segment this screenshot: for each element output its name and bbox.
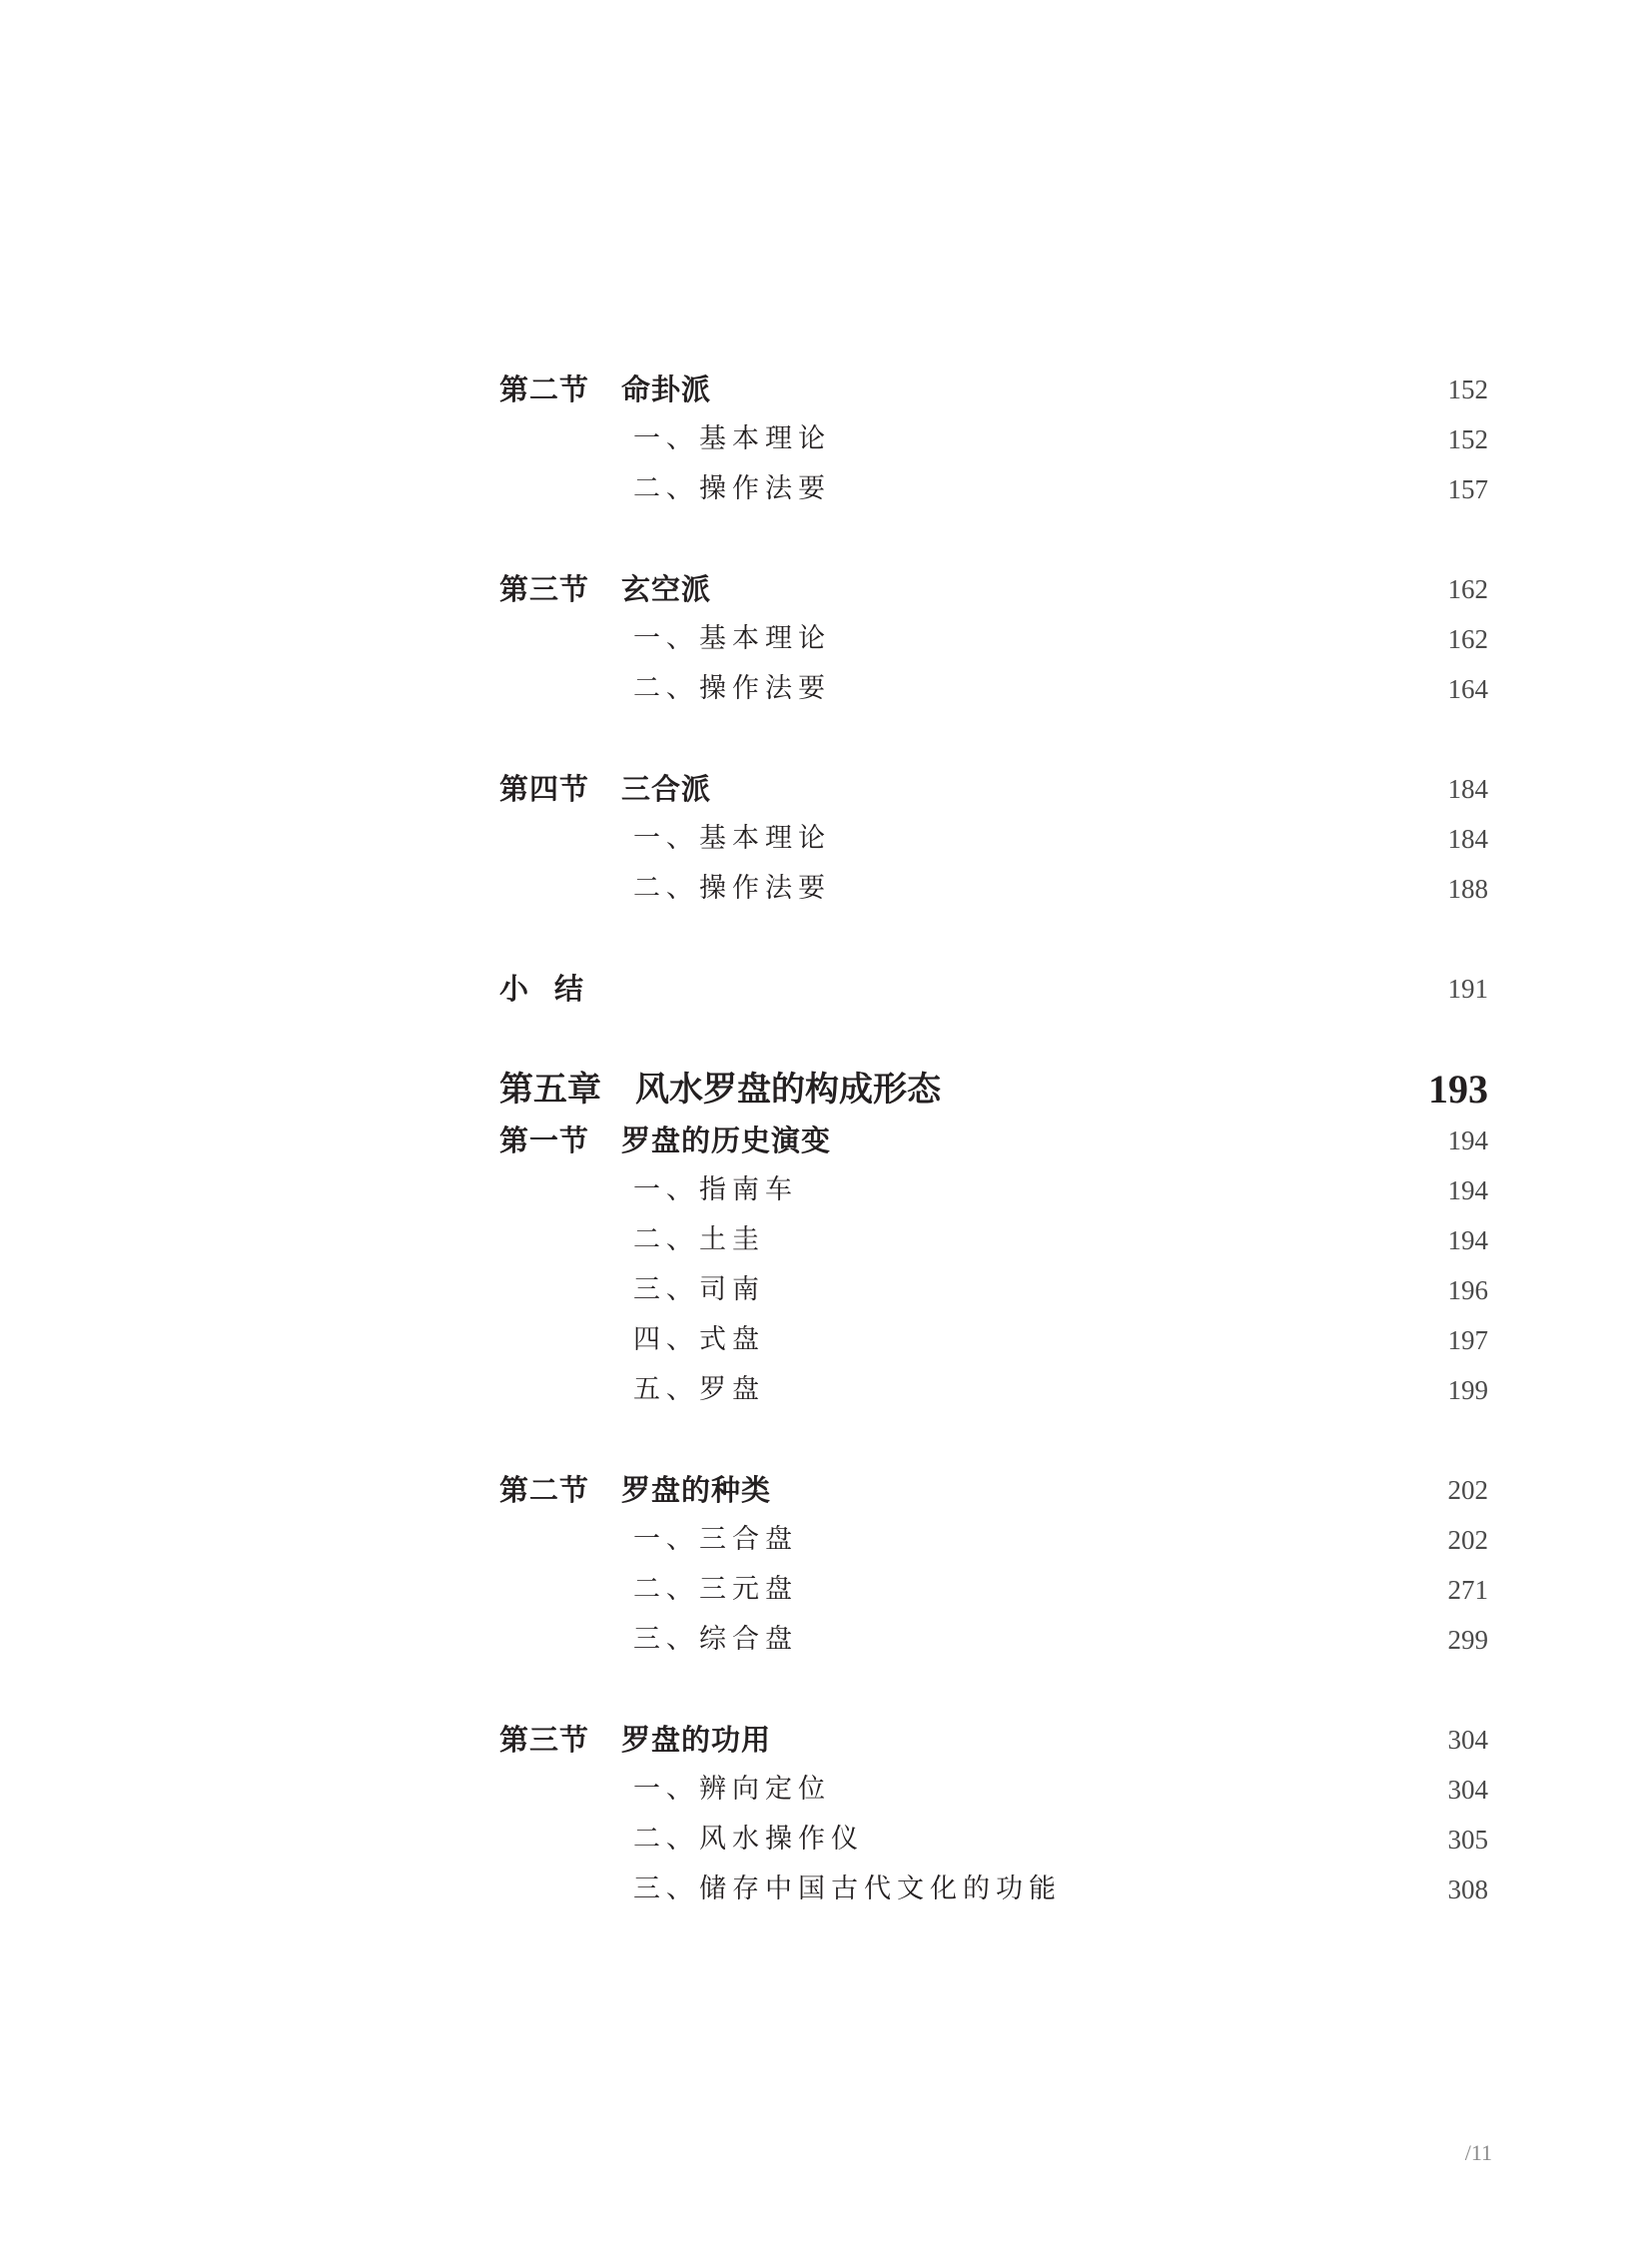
toc-entry[interactable] bbox=[499, 414, 1488, 464]
toc-section-heading[interactable] bbox=[499, 1715, 1488, 1765]
toc-section-heading[interactable] bbox=[499, 764, 1488, 814]
entry-page-number: 308 bbox=[1447, 1874, 1488, 1904]
entry-label: 三、综合盘 bbox=[633, 1624, 798, 1655]
toc-entry[interactable] bbox=[499, 1365, 1488, 1415]
section-name: 罗盘的历史演变 bbox=[621, 1123, 832, 1157]
section-page-number: 152 bbox=[1447, 374, 1488, 404]
toc-entry[interactable] bbox=[499, 1215, 1488, 1265]
entry-page-number: 157 bbox=[1447, 474, 1488, 504]
summary-page-number: 191 bbox=[1447, 974, 1488, 1004]
toc-entry[interactable] bbox=[499, 1765, 1488, 1815]
section-title bbox=[499, 1465, 771, 1515]
toc-summary bbox=[499, 964, 1488, 1014]
entry-label: 二、操作法要 bbox=[633, 473, 831, 504]
toc-section bbox=[499, 564, 1488, 714]
section-name: 命卦派 bbox=[621, 373, 712, 406]
toc-entry[interactable] bbox=[499, 614, 1488, 664]
toc-entry[interactable] bbox=[499, 1865, 1488, 1914]
entry-page-number: 299 bbox=[1447, 1625, 1488, 1655]
chapter-number: 第五章 bbox=[499, 1070, 601, 1110]
section-page-number: 184 bbox=[1447, 774, 1488, 804]
entry-page-number: 184 bbox=[1447, 824, 1488, 854]
entry-page-number: 164 bbox=[1447, 674, 1488, 704]
section-title bbox=[499, 564, 711, 614]
section-name: 玄空派 bbox=[621, 572, 712, 606]
toc-entry[interactable] bbox=[499, 964, 1488, 1014]
entry-page-number: 305 bbox=[1447, 1825, 1488, 1855]
section-page-number: 194 bbox=[1447, 1125, 1488, 1155]
entry-page-number: 304 bbox=[1447, 1775, 1488, 1805]
toc-entry[interactable] bbox=[499, 1815, 1488, 1865]
entry-page-number: 194 bbox=[1447, 1175, 1488, 1205]
entry-label: 二、土圭 bbox=[633, 1224, 765, 1255]
page-folio: /11 bbox=[1464, 2140, 1492, 2165]
entry-page-number: 162 bbox=[1447, 624, 1488, 654]
toc-entry[interactable] bbox=[499, 1315, 1488, 1365]
toc-entry[interactable] bbox=[499, 1615, 1488, 1665]
section-page-number: 304 bbox=[1447, 1725, 1488, 1755]
entry-label: 二、操作法要 bbox=[633, 873, 831, 904]
entry-label: 二、风水操作仪 bbox=[633, 1824, 864, 1855]
toc-section-heading[interactable] bbox=[499, 365, 1488, 414]
entry-page-number: 152 bbox=[1447, 424, 1488, 454]
table-of-contents bbox=[499, 365, 1488, 1964]
section-page-number: 202 bbox=[1447, 1475, 1488, 1505]
summary-label: 小结 bbox=[499, 972, 610, 1006]
toc-section bbox=[499, 764, 1488, 914]
toc-section-heading[interactable] bbox=[499, 1116, 1488, 1165]
toc-part-1 bbox=[499, 365, 1488, 914]
entry-label: 一、辨向定位 bbox=[633, 1774, 831, 1805]
toc-entry[interactable] bbox=[499, 1165, 1488, 1215]
section-title bbox=[499, 1715, 771, 1765]
entry-label: 三、储存中国古代文化的功能 bbox=[633, 1873, 1062, 1904]
entry-label: 一、指南车 bbox=[633, 1174, 798, 1205]
entry-label: 五、罗盘 bbox=[633, 1374, 765, 1405]
toc-entry[interactable] bbox=[499, 464, 1488, 514]
toc-entry[interactable] bbox=[499, 1515, 1488, 1565]
toc-entry[interactable] bbox=[499, 664, 1488, 714]
section-number: 第一节 bbox=[499, 1123, 590, 1157]
chapter-title bbox=[499, 1064, 941, 1116]
entry-label: 一、三合盘 bbox=[633, 1524, 798, 1555]
toc-section-heading[interactable] bbox=[499, 564, 1488, 614]
entry-label: 四、式盘 bbox=[633, 1324, 765, 1355]
section-number: 第三节 bbox=[499, 572, 590, 606]
entry-label: 二、三元盘 bbox=[633, 1574, 798, 1605]
toc-entry[interactable] bbox=[499, 864, 1488, 914]
entry-page-number: 194 bbox=[1447, 1225, 1488, 1255]
entry-label: 一、基本理论 bbox=[633, 823, 831, 854]
toc-entry[interactable] bbox=[499, 814, 1488, 864]
entry-page-number: 202 bbox=[1447, 1525, 1488, 1555]
entry-label: 二、操作法要 bbox=[633, 673, 831, 704]
entry-page-number: 196 bbox=[1447, 1275, 1488, 1305]
entry-page-number: 199 bbox=[1447, 1375, 1488, 1405]
toc-section-heading[interactable] bbox=[499, 1465, 1488, 1515]
toc-entry[interactable] bbox=[499, 1265, 1488, 1315]
section-name: 罗盘的功用 bbox=[621, 1723, 772, 1757]
section-title bbox=[499, 1116, 831, 1165]
section-number: 第二节 bbox=[499, 373, 590, 406]
toc-section bbox=[499, 1116, 1488, 1415]
toc-section bbox=[499, 365, 1488, 514]
entry-label: 一、基本理论 bbox=[633, 423, 831, 454]
chapter-page-number: 193 bbox=[1428, 1067, 1488, 1112]
section-page-number: 162 bbox=[1447, 574, 1488, 604]
chapter-name: 风水罗盘的构成形态 bbox=[635, 1070, 941, 1110]
section-name: 罗盘的种类 bbox=[621, 1473, 772, 1507]
entry-label: 一、基本理论 bbox=[633, 623, 831, 654]
toc-part-2 bbox=[499, 1116, 1488, 1914]
toc-entry[interactable] bbox=[499, 1565, 1488, 1615]
section-title bbox=[499, 365, 711, 414]
section-number: 第四节 bbox=[499, 772, 590, 806]
entry-page-number: 188 bbox=[1447, 874, 1488, 904]
section-name: 三合派 bbox=[621, 772, 712, 806]
toc-section bbox=[499, 1465, 1488, 1665]
entry-label: 三、司南 bbox=[633, 1274, 765, 1305]
section-number: 第三节 bbox=[499, 1723, 590, 1757]
entry-page-number: 197 bbox=[1447, 1325, 1488, 1355]
entry-page-number: 271 bbox=[1447, 1575, 1488, 1605]
section-number: 第二节 bbox=[499, 1473, 590, 1507]
chapter-heading[interactable] bbox=[499, 1064, 1488, 1116]
section-title bbox=[499, 764, 711, 814]
toc-section bbox=[499, 1715, 1488, 1914]
